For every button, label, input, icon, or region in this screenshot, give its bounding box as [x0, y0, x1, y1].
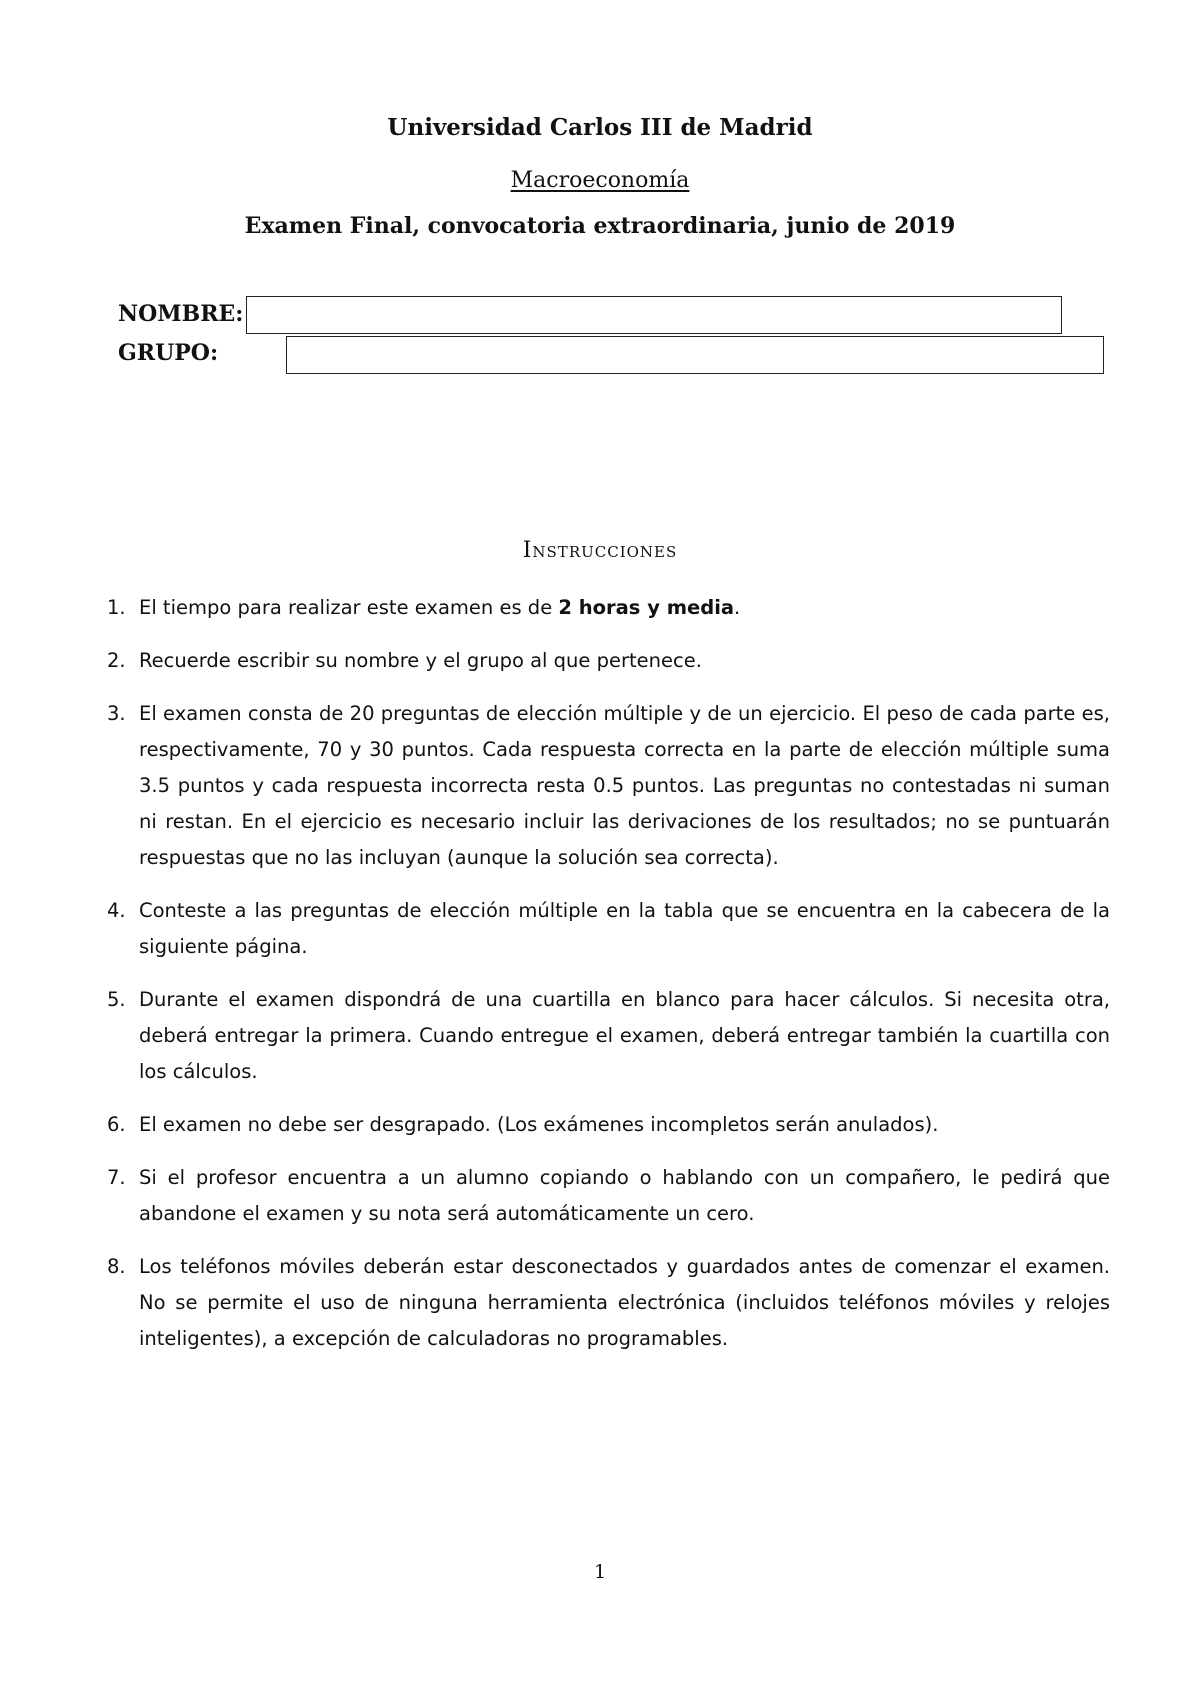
group-field[interactable] — [286, 336, 1104, 374]
university-name: Universidad Carlos III de Madrid — [387, 114, 813, 141]
name-field[interactable] — [246, 296, 1062, 334]
instruction-number: 3. — [107, 702, 126, 725]
instruction-item — [107, 590, 1110, 626]
instructions-list — [107, 590, 1110, 1374]
instruction-text: El examen no debe ser desgrapado. (Los exámenes incompletos serán anulados). — [139, 1113, 939, 1136]
instruction-text-end: . — [734, 596, 741, 619]
instruction-text: Si el profesor encuentra a un alumno copiando o hablando con un compañero, le pedirá que abandone el examen y su nota será automáticamente un cero. — [139, 1166, 1110, 1225]
course-title — [0, 168, 1200, 193]
instruction-item — [107, 643, 1110, 679]
instruction-text: Durante el examen dispondrá de una cuartilla en blanco para hacer cálculos. Si necesita otra, deberá entregar la primera. Cuando entregue el examen, deberá entregar también la cuartilla con los cálculos. — [139, 988, 1110, 1083]
instruction-number: 1. — [107, 596, 126, 619]
instruction-number: 8. — [107, 1255, 126, 1278]
page-number: 1 — [593, 1561, 607, 1583]
instruction-text: Recuerde escribir su nombre y el grupo al que pertenece. — [139, 649, 702, 672]
instruction-number: 5. — [107, 988, 126, 1011]
instruction-number: 2. — [107, 649, 126, 672]
instruction-item — [107, 1160, 1110, 1232]
group-label: GRUPO: — [118, 340, 219, 366]
course-title-text: Macroeconomía — [510, 168, 690, 193]
instructions-title: Instrucciones — [522, 538, 678, 563]
instruction-emphasis: 2 horas y media — [558, 596, 735, 619]
instruction-item — [107, 1107, 1110, 1143]
instruction-number: 6. — [107, 1113, 126, 1136]
exam-title: Examen Final, convocatoria extraordinaria, junio de 2019 — [244, 213, 956, 239]
instruction-text: El tiempo para realizar este examen es de — [139, 596, 559, 619]
instruction-item — [107, 1249, 1110, 1357]
name-label: NOMBRE: — [118, 301, 244, 327]
instruction-number: 7. — [107, 1166, 126, 1189]
instruction-text: El examen consta de 20 preguntas de elección múltiple y de un ejercicio. El peso de cada parte es, respectivamente, 70 y 30 puntos. Cada respuesta correcta en la parte de elección múltiple suma 3.5 puntos y cada respuesta incorrecta resta 0.5 puntos. Las preguntas no contestadas ni suman ni restan. En el ejercicio es necesario incluir las derivaciones de los resultados; no se puntuarán respuestas que no las incluyan (aunque la solución sea correcta). — [139, 702, 1110, 869]
instruction-item — [107, 893, 1110, 965]
instruction-text: Los teléfonos móviles deberán estar desconectados y guardados antes de comenzar el examen. No se permite el uso de ninguna herramienta electrónica (incluidos teléfonos móviles y relojes inteligentes), a excepción de calculadoras no programables. — [139, 1255, 1110, 1350]
instruction-item — [107, 982, 1110, 1090]
instruction-item — [107, 696, 1110, 876]
instruction-text: Conteste a las preguntas de elección múltiple en la tabla que se encuentra en la cabecera de la siguiente página. — [139, 899, 1110, 958]
instruction-number: 4. — [107, 899, 126, 922]
